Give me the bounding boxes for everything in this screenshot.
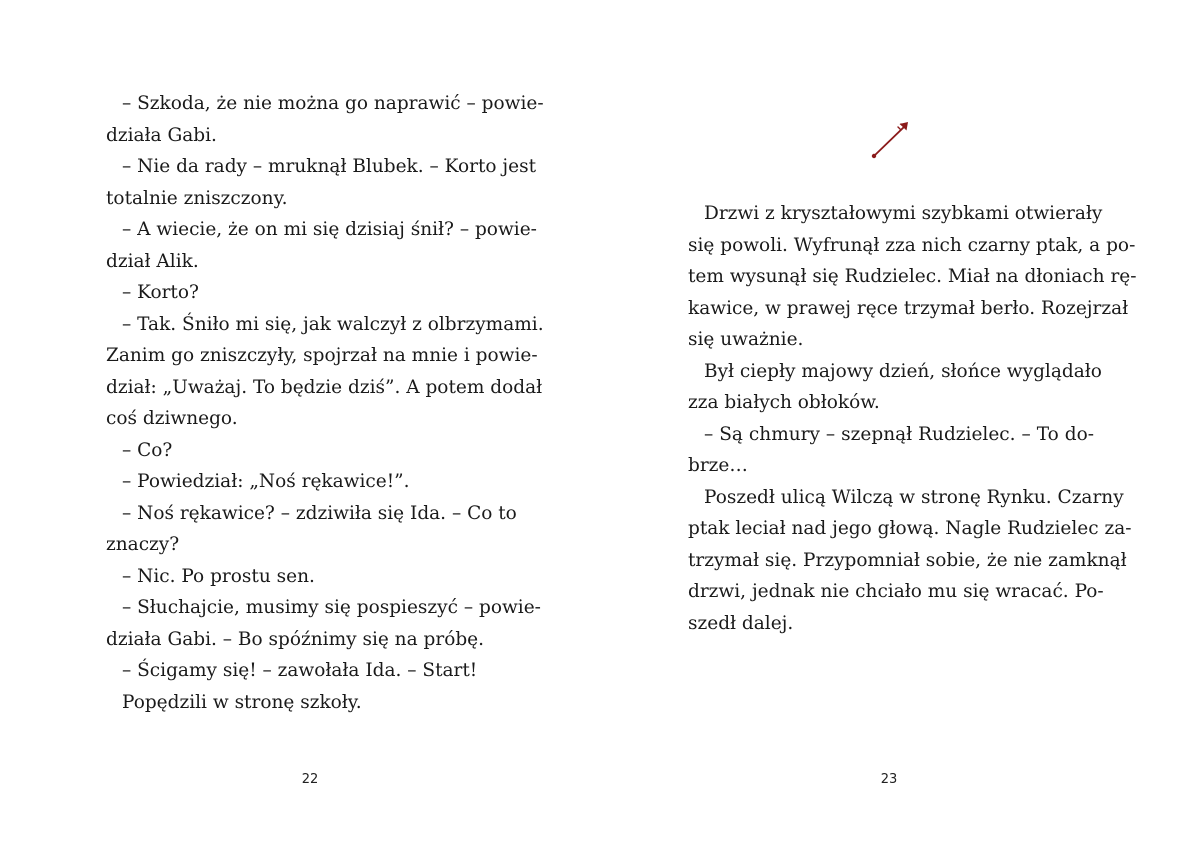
text-line: ptak leciał nad jego głową. Nagle Rudzielec za- — [688, 518, 1132, 539]
left-page-text — [106, 88, 544, 718]
text-line: – Szkoda, że nie można go naprawić – powie- — [122, 93, 544, 114]
text-line: tem wysunął się Rudzielec. Miał na dłoniach rę- — [688, 266, 1137, 287]
text-line: – Co? — [122, 439, 173, 461]
text-line: działa Gabi. – Bo spóźnimy się na próbę. — [106, 628, 485, 650]
text-line: zza białych obłoków. — [688, 392, 880, 413]
text-line: – Nic. Po prostu sen. — [122, 565, 315, 587]
text-line: dział: „Uważaj. To będzie dziś”. A potem dodał — [106, 376, 543, 398]
text-line: – Ścigamy się! – zawołała Ida. – Start! — [122, 660, 478, 681]
text-line: – Tak. Śniło mi się, jak walczył z olbrzymami. — [122, 313, 544, 335]
text-line: się powoli. Wyfrunął zza nich czarny ptak, a po- — [688, 234, 1136, 256]
text-line: Popędzili w stronę szkoły. — [122, 691, 362, 713]
text-line: dział Alik. — [106, 250, 199, 272]
text-line: – Korto? — [122, 282, 199, 303]
text-line: znaczy? — [106, 534, 180, 555]
text-line: Drzwi z kryształowymi szybkami otwierały — [704, 203, 1103, 224]
text-line: – Powiedział: „Noś rękawice!”. — [122, 471, 410, 492]
text-line: się uważnie. — [688, 329, 804, 350]
text-line: szedł dalej. — [688, 612, 794, 634]
ornament-shaft — [874, 126, 905, 156]
text-line: drzwi, jednak nie chciało mu się wracać. Po- — [688, 581, 1104, 602]
ornament-crossbar-1 — [898, 127, 901, 130]
text-line: trzymał się. Przypomniał sobie, że nie zamknął — [688, 549, 1127, 571]
text-line: działa Gabi. — [106, 124, 217, 146]
text-line: – Nie da rady – mruknął Blubek. – Korto jest — [122, 156, 537, 177]
text-line: Zanim go zniszczyły, spojrzał na mnie i powie- — [106, 345, 538, 366]
left-page-number: 22 — [301, 772, 319, 787]
text-line: – Noś rękawice? – zdziwiła się Ida. – Co to — [122, 502, 517, 524]
red-arrow-ornament-icon — [868, 116, 916, 164]
text-line: totalnie zniszczony. — [106, 187, 288, 209]
text-line: coś dziwnego. — [106, 408, 238, 429]
text-line: – Są chmury – szepnął Rudzielec. – To do- — [704, 423, 1094, 445]
text-line: kawice, w prawej ręce trzymał berło. Rozejrzał — [688, 297, 1129, 319]
text-line: Był ciepły majowy dzień, słońce wyglądało — [704, 360, 1102, 382]
text-line: Poszedł ulicą Wilczą w stronę Rynku. Czarny — [704, 486, 1124, 508]
text-line: brze… — [688, 455, 748, 476]
right-page — [600, 0, 1200, 849]
text-line: – A wiecie, że on mi się dzisiaj śnił? – powie- — [122, 219, 537, 240]
right-page-number: 23 — [880, 772, 898, 787]
text-line: – Słuchajcie, musimy się pospieszyć – powie- — [122, 597, 541, 618]
right-page-text — [688, 198, 1137, 639]
